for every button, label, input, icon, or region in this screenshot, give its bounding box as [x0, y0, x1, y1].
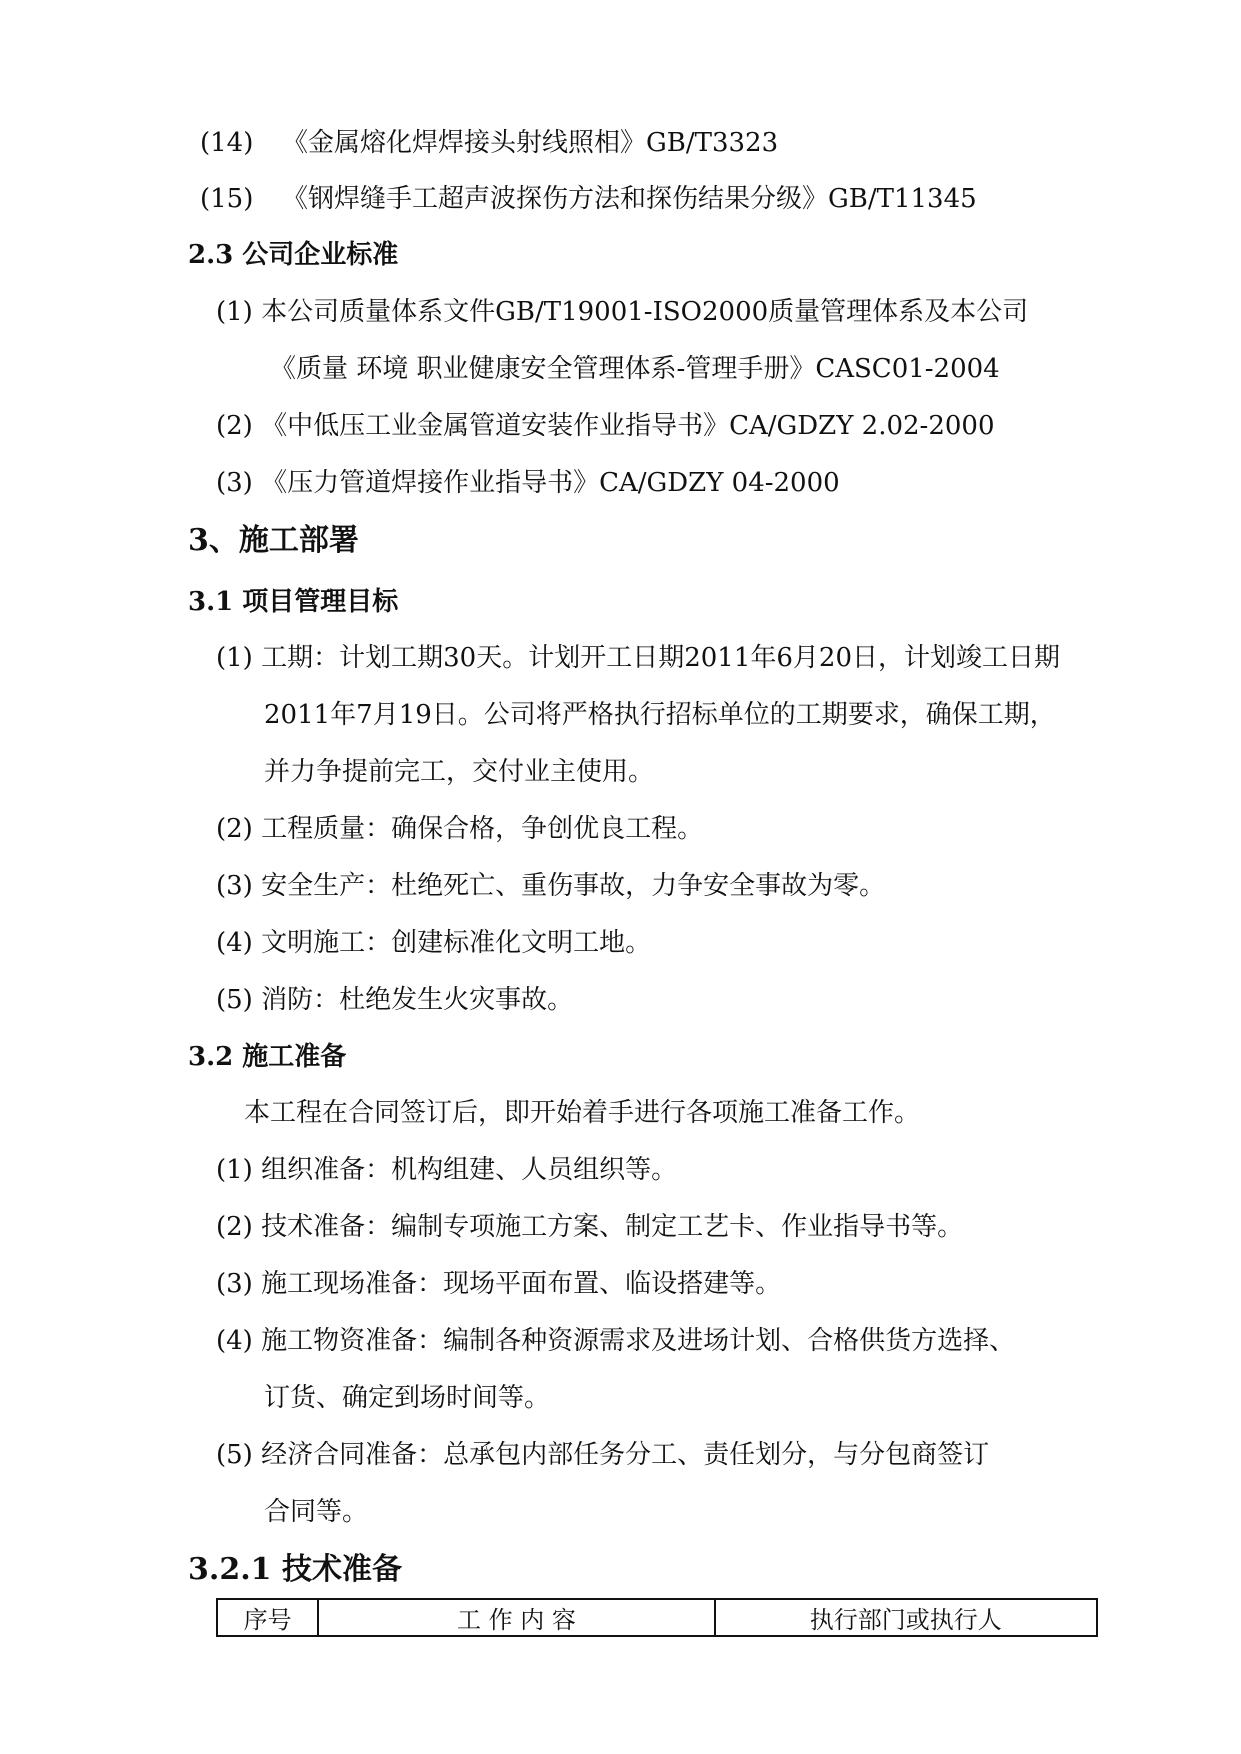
item-text: 工期：计划工期30天。计划开工日期2011年6月20日，计划竣工日期 — [261, 643, 1060, 673]
item-number: (3) — [216, 871, 253, 901]
item-text: 《钢焊缝手工超声波探伤方法和探伤结果分级》GB/T11345 — [282, 184, 977, 214]
item-text: 施工现场准备：现场平面布置、临设搭建等。 — [261, 1269, 782, 1299]
section-heading-2-3: 2.3 公司企业标准 — [188, 240, 399, 270]
item-number: (1) — [216, 297, 253, 327]
table-header-cell: 工 作 内 容 — [318, 1599, 714, 1636]
item-number: (2) — [216, 814, 253, 844]
item-continuation: 2011年7月19日。公司将严格执行招标单位的工期要求，确保工期， — [264, 700, 1056, 730]
table-header-cell: 执行部门或执行人 — [715, 1599, 1097, 1636]
item-number: (2) — [216, 411, 253, 441]
item-continuation: 《质量 环境 职业健康安全管理体系-管理手册》CASC01-2004 — [270, 354, 1000, 384]
section-heading-3: 3、施工部署 — [188, 523, 359, 558]
item-text: 《压力管道焊接作业指导书》CA/GDZY 04-2000 — [261, 468, 840, 498]
section-heading-3-2: 3.2 施工准备 — [188, 1042, 347, 1072]
table-header-cell: 序号 — [217, 1599, 318, 1636]
section-intro: 本工程在合同签订后，即开始着手进行各项施工准备工作。 — [244, 1098, 921, 1128]
table-header-row — [217, 1599, 1097, 1636]
item-number: (5) — [216, 985, 253, 1015]
section-heading-3-1: 3.1 项目管理目标 — [188, 587, 399, 617]
item-number: (2) — [216, 1212, 253, 1242]
item-number: (3) — [216, 1269, 253, 1299]
standard-item-14 — [200, 126, 778, 160]
item-continuation: 订货、确定到场时间等。 — [264, 1383, 551, 1413]
item-text: 工程质量：确保合格，争创优良工程。 — [261, 814, 704, 844]
company-standard-item-1 — [216, 295, 1028, 329]
item-text: 施工物资准备：编制各种资源需求及进场计划、合格供货方选择、 — [261, 1326, 1016, 1356]
item-text: 《中低压工业金属管道安装作业指导书》CA/GDZY 2.02-2000 — [261, 411, 995, 441]
item-text: 本公司质量体系文件GB/T19001-ISO2000质量管理体系及本公司 — [261, 297, 1029, 327]
item-text: 经济合同准备：总承包内部任务分工、责任划分，与分包商签订 — [261, 1440, 990, 1470]
company-standard-item-3 — [216, 466, 840, 500]
prep-item-2 — [216, 1210, 963, 1244]
goal-item-2 — [216, 812, 703, 846]
item-text: 技术准备：编制专项施工方案、制定工艺卡、作业指导书等。 — [261, 1212, 964, 1242]
section-heading-3-2-1: 3.2.1 技术准备 — [188, 1552, 402, 1587]
goal-item-4 — [216, 926, 651, 960]
item-text: 文明施工：创建标准化文明工地。 — [261, 928, 652, 958]
standard-item-15 — [200, 182, 977, 216]
item-text: 安全生产：杜绝死亡、重伤事故，力争安全事故为零。 — [261, 871, 886, 901]
item-continuation: 合同等。 — [264, 1497, 369, 1527]
tech-prep-table — [216, 1598, 1098, 1637]
item-text: 消防：杜绝发生火灾事故。 — [261, 985, 574, 1015]
item-number: (3) — [216, 468, 253, 498]
prep-item-3 — [216, 1267, 781, 1301]
item-number: (15) — [200, 184, 254, 214]
goal-item-5 — [216, 983, 573, 1017]
item-number: (4) — [216, 928, 253, 958]
company-standard-item-2 — [216, 409, 995, 443]
goal-item-3 — [216, 869, 885, 903]
item-number: (4) — [216, 1326, 253, 1356]
item-text: 组织准备：机构组建、人员组织等。 — [261, 1155, 678, 1185]
item-number: (14) — [200, 128, 254, 158]
goal-item-1 — [216, 641, 1060, 675]
item-number: (5) — [216, 1440, 253, 1470]
prep-item-5 — [216, 1438, 989, 1472]
item-number: (1) — [216, 643, 253, 673]
prep-item-4 — [216, 1324, 1015, 1358]
item-number: (1) — [216, 1155, 253, 1185]
item-continuation: 并力争提前完工，交付业主使用。 — [264, 757, 655, 787]
prep-item-1 — [216, 1153, 677, 1187]
item-text: 《金属熔化焊焊接头射线照相》GB/T3323 — [282, 128, 779, 158]
